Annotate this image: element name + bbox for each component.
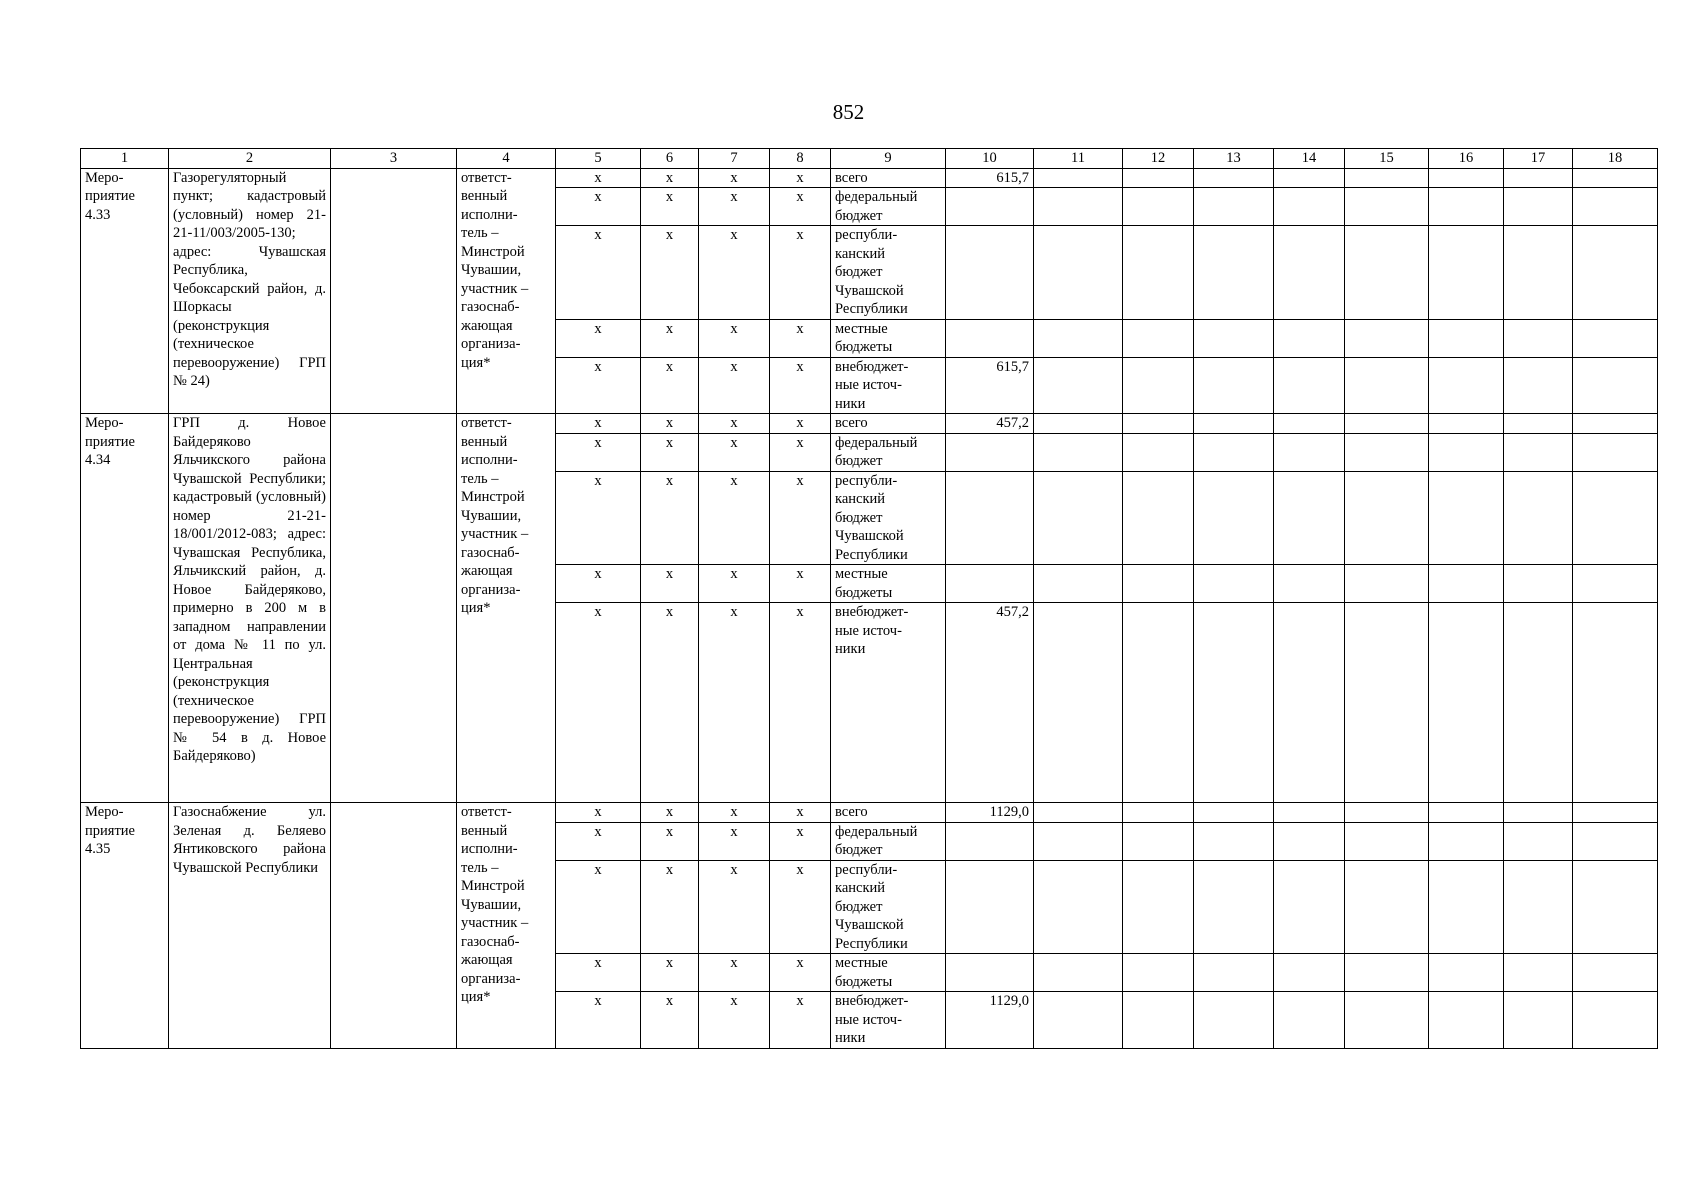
funding-source: внебюджет- ные источ- ники	[831, 992, 946, 1049]
mark-cell: x	[770, 803, 831, 823]
measure-label: Меро- приятие 4.34	[81, 414, 169, 803]
mark-cell: x	[641, 168, 699, 188]
funding-source: федеральный бюджет	[831, 188, 946, 226]
empty-cell	[1504, 803, 1573, 823]
empty-cell	[1194, 471, 1274, 565]
empty-cell	[1573, 471, 1658, 565]
mark-cell: x	[770, 603, 831, 803]
funding-source: местные бюджеты	[831, 565, 946, 603]
mark-cell: x	[699, 992, 770, 1049]
empty-cell	[1573, 822, 1658, 860]
empty-cell	[1504, 226, 1573, 320]
empty-cell	[1194, 565, 1274, 603]
empty-cell	[1504, 433, 1573, 471]
empty-cell	[1504, 822, 1573, 860]
empty-cell	[1274, 188, 1345, 226]
empty-cell	[1504, 471, 1573, 565]
funding-source: внебюджет- ные источ- ники	[831, 603, 946, 803]
amount-cell	[946, 471, 1034, 565]
column-number: 16	[1429, 149, 1504, 169]
empty-cell	[1345, 226, 1429, 320]
mark-cell: x	[641, 471, 699, 565]
mark-cell: x	[699, 954, 770, 992]
empty-cell	[1573, 803, 1658, 823]
empty-cell	[1034, 319, 1123, 357]
column-number: 10	[946, 149, 1034, 169]
mark-cell: x	[556, 168, 641, 188]
mark-cell: x	[699, 226, 770, 320]
empty-cell	[1274, 603, 1345, 803]
empty-cell	[1274, 168, 1345, 188]
mark-cell: x	[556, 565, 641, 603]
mark-cell: x	[699, 822, 770, 860]
empty-cell	[1034, 992, 1123, 1049]
empty-cell	[1034, 603, 1123, 803]
table-row	[81, 803, 1658, 823]
funding-source: всего	[831, 803, 946, 823]
funding-source: внебюджет- ные источ- ники	[831, 357, 946, 414]
empty-cell	[1274, 433, 1345, 471]
empty-cell	[1345, 433, 1429, 471]
empty-cell	[1194, 803, 1274, 823]
mark-cell: x	[699, 357, 770, 414]
mark-cell: x	[556, 803, 641, 823]
empty-cell	[331, 803, 457, 1049]
empty-cell	[1429, 992, 1504, 1049]
empty-cell	[1429, 414, 1504, 434]
mark-cell: x	[641, 433, 699, 471]
empty-cell	[1034, 822, 1123, 860]
empty-cell	[1123, 168, 1194, 188]
empty-cell	[1274, 992, 1345, 1049]
column-number: 18	[1573, 149, 1658, 169]
mark-cell: x	[556, 860, 641, 954]
mark-cell: x	[770, 319, 831, 357]
empty-cell	[1123, 954, 1194, 992]
empty-cell	[1034, 168, 1123, 188]
empty-cell	[1429, 803, 1504, 823]
amount-cell: 1129,0	[946, 992, 1034, 1049]
mark-cell: x	[770, 168, 831, 188]
funding-source: всего	[831, 168, 946, 188]
empty-cell	[1573, 168, 1658, 188]
mark-cell: x	[641, 188, 699, 226]
mark-cell: x	[641, 822, 699, 860]
amount-cell	[946, 860, 1034, 954]
empty-cell	[1274, 803, 1345, 823]
amount-cell	[946, 822, 1034, 860]
mark-cell: x	[770, 188, 831, 226]
empty-cell	[1274, 414, 1345, 434]
column-number: 5	[556, 149, 641, 169]
amount-cell: 457,2	[946, 414, 1034, 434]
mark-cell: x	[699, 803, 770, 823]
mark-cell: x	[699, 860, 770, 954]
funding-source: республи- канский бюджет Чувашской Республики	[831, 471, 946, 565]
empty-cell	[1504, 954, 1573, 992]
empty-cell	[1034, 357, 1123, 414]
mark-cell: x	[699, 414, 770, 434]
empty-cell	[1123, 319, 1194, 357]
column-number: 14	[1274, 149, 1345, 169]
mark-cell: x	[641, 992, 699, 1049]
empty-cell	[1429, 188, 1504, 226]
empty-cell	[1504, 168, 1573, 188]
empty-cell	[1274, 319, 1345, 357]
empty-cell	[1573, 954, 1658, 992]
funding-source: республи- канский бюджет Чувашской Республики	[831, 226, 946, 320]
empty-cell	[1429, 860, 1504, 954]
object-description: Газоснабжение ул. Зеленая д. Беляево Янтиковского района Чувашской Республики	[169, 803, 331, 1049]
measure-label: Меро- приятие 4.35	[81, 803, 169, 1049]
empty-cell	[1429, 471, 1504, 565]
empty-cell	[1123, 803, 1194, 823]
empty-cell	[1123, 357, 1194, 414]
empty-cell	[1123, 433, 1194, 471]
empty-cell	[1034, 565, 1123, 603]
empty-cell	[1345, 565, 1429, 603]
empty-cell	[1345, 168, 1429, 188]
empty-cell	[1345, 992, 1429, 1049]
empty-cell	[1194, 414, 1274, 434]
table-row	[81, 414, 1658, 434]
mark-cell: x	[770, 226, 831, 320]
empty-cell	[1034, 954, 1123, 992]
mark-cell: x	[556, 603, 641, 803]
empty-cell	[1123, 565, 1194, 603]
mark-cell: x	[641, 803, 699, 823]
empty-cell	[1034, 433, 1123, 471]
empty-cell	[1123, 603, 1194, 803]
column-number: 9	[831, 149, 946, 169]
funding-source: местные бюджеты	[831, 319, 946, 357]
empty-cell	[1034, 803, 1123, 823]
empty-cell	[1345, 188, 1429, 226]
empty-cell	[1194, 226, 1274, 320]
empty-cell	[1573, 414, 1658, 434]
empty-cell	[1123, 992, 1194, 1049]
column-number: 13	[1194, 149, 1274, 169]
empty-cell	[1034, 414, 1123, 434]
mark-cell: x	[556, 992, 641, 1049]
empty-cell	[1573, 860, 1658, 954]
mark-cell: x	[556, 954, 641, 992]
amount-cell: 1129,0	[946, 803, 1034, 823]
empty-cell	[1573, 188, 1658, 226]
mark-cell: x	[641, 603, 699, 803]
empty-cell	[1194, 860, 1274, 954]
empty-cell	[1504, 319, 1573, 357]
mark-cell: x	[770, 954, 831, 992]
empty-cell	[1573, 433, 1658, 471]
mark-cell: x	[641, 319, 699, 357]
empty-cell	[1123, 860, 1194, 954]
header-row	[81, 149, 1658, 169]
mark-cell: x	[641, 414, 699, 434]
mark-cell: x	[770, 357, 831, 414]
empty-cell	[1123, 188, 1194, 226]
empty-cell	[1274, 226, 1345, 320]
empty-cell	[1274, 954, 1345, 992]
empty-cell	[1429, 168, 1504, 188]
empty-cell	[1274, 471, 1345, 565]
mark-cell: x	[770, 860, 831, 954]
amount-cell	[946, 226, 1034, 320]
column-number: 2	[169, 149, 331, 169]
empty-cell	[1573, 603, 1658, 803]
empty-cell	[1123, 226, 1194, 320]
empty-cell	[1034, 188, 1123, 226]
empty-cell	[1345, 414, 1429, 434]
object-description: ГРП д. Новое Байдеряково Яльчикского района Чувашской Республики; кадастровый (условный) номер 21-21-18/001/2012-083; адрес: Чувашская Республика, Яльчикский район, д. Новое Байдеряково, примерно в 200 м в западном направлении от дома № 11 по ул. Центральная (реконструкция (техническое перевооружение) ГРП № 54 в д. Новое Байдеряково)	[169, 414, 331, 803]
column-number: 1	[81, 149, 169, 169]
page-number: 852	[832, 100, 865, 124]
column-number: 3	[331, 149, 457, 169]
mark-cell: x	[556, 319, 641, 357]
mark-cell: x	[556, 357, 641, 414]
mark-cell: x	[641, 226, 699, 320]
mark-cell: x	[556, 822, 641, 860]
amount-cell	[946, 319, 1034, 357]
amount-cell: 615,7	[946, 357, 1034, 414]
mark-cell: x	[556, 226, 641, 320]
empty-cell	[1345, 603, 1429, 803]
empty-cell	[1123, 822, 1194, 860]
empty-cell	[1194, 168, 1274, 188]
mark-cell: x	[641, 565, 699, 603]
empty-cell	[1504, 860, 1573, 954]
mark-cell: x	[556, 414, 641, 434]
empty-cell	[1274, 357, 1345, 414]
empty-cell	[1573, 992, 1658, 1049]
empty-cell	[1034, 860, 1123, 954]
funding-source: федеральный бюджет	[831, 822, 946, 860]
table-row	[81, 168, 1658, 188]
empty-cell	[1034, 226, 1123, 320]
funding-source: местные бюджеты	[831, 954, 946, 992]
funding-source: всего	[831, 414, 946, 434]
empty-cell	[1123, 471, 1194, 565]
empty-cell	[331, 168, 457, 414]
amount-cell	[946, 565, 1034, 603]
empty-cell	[1274, 565, 1345, 603]
mark-cell: x	[641, 954, 699, 992]
empty-cell	[1194, 822, 1274, 860]
column-number: 15	[1345, 149, 1429, 169]
empty-cell	[1034, 471, 1123, 565]
funding-source: республи- канский бюджет Чувашской Республики	[831, 860, 946, 954]
empty-cell	[1429, 822, 1504, 860]
empty-cell	[1194, 954, 1274, 992]
empty-cell	[1194, 603, 1274, 803]
empty-cell	[1504, 992, 1573, 1049]
funding-source: федеральный бюджет	[831, 433, 946, 471]
empty-cell	[1429, 565, 1504, 603]
empty-cell	[1345, 357, 1429, 414]
mark-cell: x	[699, 188, 770, 226]
mark-cell: x	[699, 471, 770, 565]
mark-cell: x	[770, 471, 831, 565]
mark-cell: x	[699, 433, 770, 471]
mark-cell: x	[699, 168, 770, 188]
empty-cell	[1123, 414, 1194, 434]
empty-cell	[331, 414, 457, 803]
object-description: Газорегуляторный пункт; кадастровый (условный) номер 21-21-11/003/2005-130; адрес: Чувашская Республика, Чебоксарский район, д. Шоркасы (реконструкция (техническое перевооружение) ГРП № 24)	[169, 168, 331, 414]
mark-cell: x	[641, 357, 699, 414]
empty-cell	[1429, 603, 1504, 803]
amount-cell	[946, 433, 1034, 471]
mark-cell: x	[770, 414, 831, 434]
mark-cell: x	[641, 860, 699, 954]
empty-cell	[1345, 319, 1429, 357]
amount-cell: 615,7	[946, 168, 1034, 188]
empty-cell	[1573, 565, 1658, 603]
column-number: 8	[770, 149, 831, 169]
mark-cell: x	[556, 471, 641, 565]
empty-cell	[1194, 319, 1274, 357]
empty-cell	[1504, 414, 1573, 434]
mark-cell: x	[699, 565, 770, 603]
empty-cell	[1573, 319, 1658, 357]
empty-cell	[1194, 357, 1274, 414]
empty-cell	[1429, 433, 1504, 471]
empty-cell	[1573, 226, 1658, 320]
mark-cell: x	[556, 433, 641, 471]
column-number: 11	[1034, 149, 1123, 169]
column-number: 7	[699, 149, 770, 169]
column-number: 4	[457, 149, 556, 169]
column-number: 17	[1504, 149, 1573, 169]
empty-cell	[1429, 954, 1504, 992]
empty-cell	[1345, 860, 1429, 954]
mark-cell: x	[770, 565, 831, 603]
empty-cell	[1194, 188, 1274, 226]
amount-cell	[946, 954, 1034, 992]
responsible-executor: ответст- венный исполни- тель – Минстрой Чувашии, участник – газоснаб- жающая организа- ция*	[457, 803, 556, 1049]
mark-cell: x	[699, 319, 770, 357]
empty-cell	[1429, 319, 1504, 357]
empty-cell	[1194, 433, 1274, 471]
measure-label: Меро- приятие 4.33	[81, 168, 169, 414]
responsible-executor: ответст- венный исполни- тель – Минстрой Чувашии, участник – газоснаб- жающая организа- ция*	[457, 168, 556, 414]
empty-cell	[1345, 822, 1429, 860]
amount-cell: 457,2	[946, 603, 1034, 803]
empty-cell	[1345, 803, 1429, 823]
empty-cell	[1345, 954, 1429, 992]
empty-cell	[1274, 860, 1345, 954]
empty-cell	[1429, 357, 1504, 414]
mark-cell: x	[699, 603, 770, 803]
mark-cell: x	[770, 433, 831, 471]
mark-cell: x	[770, 822, 831, 860]
empty-cell	[1504, 603, 1573, 803]
empty-cell	[1504, 357, 1573, 414]
empty-cell	[1194, 992, 1274, 1049]
empty-cell	[1573, 357, 1658, 414]
responsible-executor: ответст- венный исполни- тель – Минстрой Чувашии, участник – газоснаб- жающая организа- ция*	[457, 414, 556, 803]
empty-cell	[1429, 226, 1504, 320]
empty-cell	[1504, 565, 1573, 603]
program-table	[80, 148, 1658, 1049]
amount-cell	[946, 188, 1034, 226]
mark-cell: x	[556, 188, 641, 226]
empty-cell	[1504, 188, 1573, 226]
column-number: 6	[641, 149, 699, 169]
mark-cell: x	[770, 992, 831, 1049]
empty-cell	[1345, 471, 1429, 565]
empty-cell	[1274, 822, 1345, 860]
column-number: 12	[1123, 149, 1194, 169]
